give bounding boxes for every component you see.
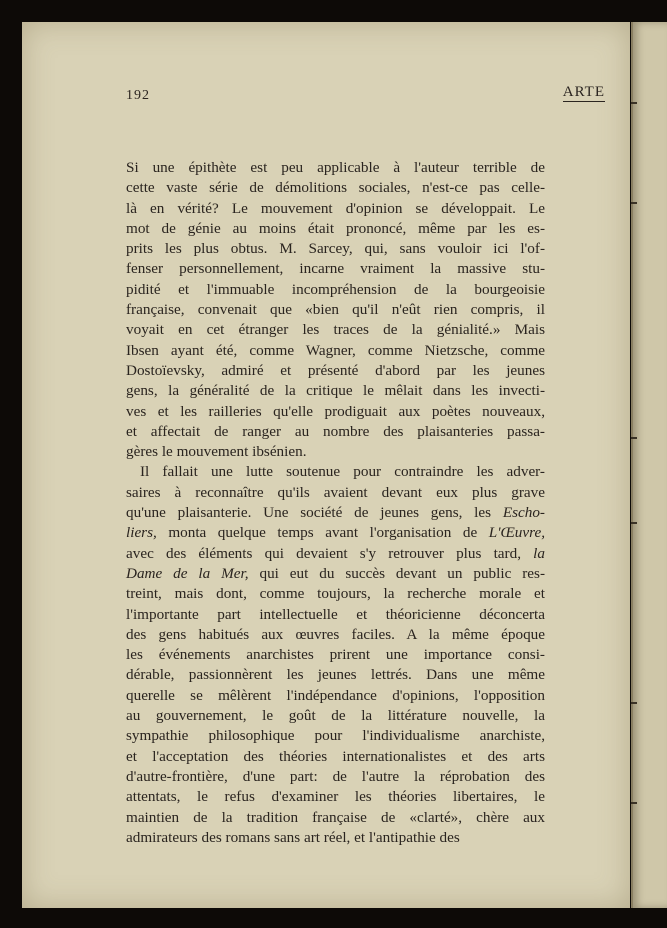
text-segment: attentats, le refus d'examiner les théories libertaires, le: [126, 788, 545, 806]
text-segment: maintien de la tradition française de «clarté», chère aux: [126, 808, 545, 826]
text-segment: voyait en cet étranger les traces de la génialité.» Mais: [126, 321, 545, 339]
page-edge-mark: [631, 437, 637, 439]
text-line: [126, 199, 545, 219]
text-segment: l'importante part intellectuelle et théoricienne déconcerta: [126, 605, 545, 623]
italic-text: la: [533, 544, 545, 562]
text-line: [126, 402, 545, 422]
text-line: [126, 584, 545, 604]
text-segment: querelle se mêlèrent l'indépendance d'opinions, l'opposition: [126, 686, 545, 704]
text-line: [126, 564, 545, 584]
text-segment: dérable, passionnèrent les jeunes lettrés. Dans une même: [126, 666, 545, 684]
text-line: [126, 361, 545, 381]
text-line: [126, 686, 545, 706]
text-line: [126, 219, 545, 239]
text-line: [126, 808, 545, 828]
text-line: [126, 767, 545, 787]
text-line: [126, 625, 545, 645]
text-segment: Ibsen ayant été, comme Wagner, comme Nietzsche, comme: [126, 341, 545, 359]
page-number: 192: [126, 88, 150, 103]
text-line: [126, 645, 545, 665]
italic-text: liers,: [126, 524, 157, 542]
text-line: [126, 544, 545, 564]
text-line: [126, 239, 545, 259]
text-segment: qu'une plaisanterie. Une société de jeunes gens, les: [126, 504, 503, 522]
text-segment: là en vérité? Le mouvement d'opinion se développait. Le: [126, 199, 545, 217]
text-line: [126, 462, 545, 482]
italic-text: Dame de la Mer,: [126, 564, 249, 582]
page-edge-mark: [631, 802, 637, 804]
text-segment: sympathie philosophique pour l'individualisme anarchiste,: [126, 727, 545, 745]
text-line: [126, 300, 545, 320]
text-line: [126, 828, 545, 848]
text-line: [126, 706, 545, 726]
text-segment: des gens habitués aux œuvres faciles. A la même époque: [126, 625, 545, 643]
text-line: [126, 422, 545, 442]
page-edge-mark: [631, 702, 637, 704]
text-segment: monta quelque temps avant l'organisation de: [156, 524, 489, 542]
page-edge-mark: [631, 102, 637, 104]
text-line: [126, 442, 545, 462]
text-segment: Il fallait une lutte soutenue pour contraindre les adver-: [140, 463, 545, 481]
text-line: [126, 665, 545, 685]
text-line: [126, 483, 545, 503]
text-segment: pidité et l'immuable incompréhension de la bourgeoisie: [126, 280, 545, 298]
text-line: [126, 605, 545, 625]
text-line: [126, 178, 545, 198]
italic-text: L'Œuvre,: [488, 524, 545, 542]
text-segment: mot de génie au moins était prononcé, même par les es-: [126, 219, 545, 237]
text-segment: gens, la généralité de la critique le mêlait dans les invecti-: [126, 382, 545, 400]
adjacent-page-edge: [631, 22, 667, 908]
text-line: [126, 381, 545, 401]
page-edge-mark: [631, 522, 637, 524]
text-segment: avec des éléments qui devaient s'y retrouver plus tard,: [126, 544, 534, 562]
italic-text: Escho-: [502, 504, 545, 522]
running-title: ARTE: [562, 84, 605, 100]
text-segment: et l'acceptation des théories internationalistes et des arts: [126, 747, 545, 765]
paragraph: [126, 158, 545, 462]
text-line: [126, 787, 545, 807]
text-segment: cette vaste série de démolitions sociales, n'est-ce pas celle-: [126, 179, 545, 197]
text-line: [126, 320, 545, 340]
text-segment: Si une épithète est peu applicable à l'auteur terrible de: [126, 159, 545, 176]
paragraph: [126, 462, 545, 848]
text-segment: saires à reconnaître qu'ils avaient devant eux plus grave: [126, 483, 545, 501]
text-segment: qui eut du succès devant un public res-: [248, 564, 545, 582]
text-segment: treint, mais dont, comme toujours, la recherche morale et: [126, 585, 545, 603]
text-line: [126, 503, 545, 523]
text-segment: d'autre-frontière, d'une part: de l'autre la réprobation des: [126, 767, 545, 785]
text-segment: les événements anarchistes prirent une importance consi-: [126, 646, 545, 664]
text-line: [126, 158, 545, 178]
text-segment: admirateurs des romans sans art réel, et l'antipathie des: [126, 828, 460, 846]
text-segment: gères le mouvement ibsénien.: [126, 443, 307, 461]
text-segment: fenser personnellement, incarne vraiment la massive stu-: [126, 260, 545, 278]
text-line: [126, 726, 545, 746]
text-line: [126, 523, 545, 543]
text-segment: et affectait de ranger au nombre des plaisanteries passa-: [126, 422, 545, 440]
text-segment: au gouvernement, le goût de la littérature nouvelle, la: [126, 707, 545, 725]
text-segment: ves et les railleries qu'elle prodiguait aux poètes nouveaux,: [126, 402, 545, 420]
text-segment: Dostoïevsky, admiré et présenté d'abord par les jeunes: [126, 361, 545, 379]
text-segment: prits les plus obtus. M. Sarcey, qui, sans vouloir ici l'of-: [126, 240, 545, 258]
text-line: [126, 259, 545, 279]
page-header: [126, 84, 605, 108]
text-line: [126, 747, 545, 767]
page-edge-mark: [631, 202, 637, 204]
text-segment: française, convenait que «bien qu'il n'eût rien compris, il: [126, 301, 545, 319]
text-line: [126, 341, 545, 361]
text-line: [126, 280, 545, 300]
body-text: [126, 158, 545, 848]
